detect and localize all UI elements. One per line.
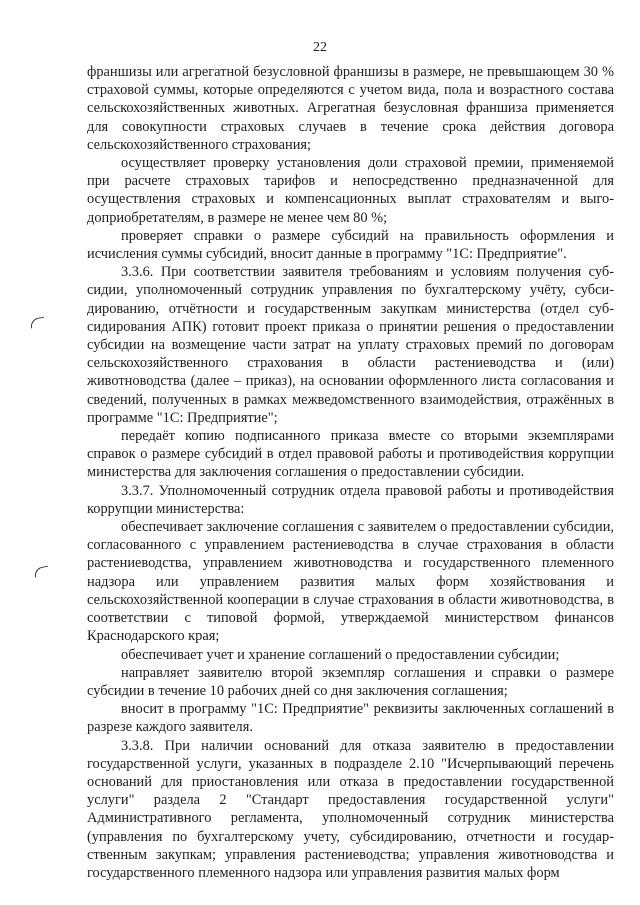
paragraph: направляет заявителю второй экземпляр соглашения и справки о размере субсидии в течение 10 рабочих дней со дня заключения соглашения; bbox=[87, 664, 614, 699]
paragraph: обеспечивает учет и хранение соглашений о предоставлении субсидии; bbox=[121, 646, 560, 663]
paragraph: осуществляет проверку установления доли страховой премии, применяемой при расчете страховых тарифов и непосредственно предназначенной для осуществления страховых и компенсационных выплат страхователям и выгодоприобретателям, в размере не менее чем 80 %; bbox=[87, 155, 614, 226]
page-number: 22 bbox=[313, 40, 327, 55]
paragraph: проверяет справки о размере субсидий на правильность оформления и исчисления суммы субсидий, вносит данные в программу "1С: Предприятие". bbox=[87, 227, 614, 263]
document-body bbox=[87, 63, 614, 882]
paragraph: обеспечивает заключение соглашения с заявителем о предоставлении субсидии, согласованного с управлением растениеводства в случае страхования в области растениеводства, управлением животноводства и государственного племенного надзора или управлением развития малых форм хозяйствования и сельскохозяйственной кооперации в случае страхования в области животноводства, в соответствии с типовой формой, утверждаемой министерством финансов Краснодарского края; bbox=[87, 519, 614, 645]
paragraph: передаёт копию подписанного приказа вместе со вторыми экземплярами справок о размере субсидий в отдел правовой работы и противодействия коррупции министерства для заключения соглашения о предоставлении субсидии. bbox=[87, 428, 614, 481]
binding-hole-mark bbox=[33, 566, 50, 578]
paragraph: вносит в программу "1С: Предприятие" реквизиты заключенных соглашений в разрезе каждого заявителя. bbox=[87, 701, 614, 736]
binding-hole-mark bbox=[29, 317, 46, 329]
paragraph: 3.3.6. При соответствии заявителя требованиям и условиям получения субсидии, уполномоченный сотрудник управления по бухгалтерскому учёту, субсидированию, отчётности и государственным закупкам министерства (отдел субсидирования АПК) готовит проект приказа о принятии решения о предоставлении субсидии на возмещение части затрат на уплату страховых премий по договорам сельскохозяйственного страхования в области растениеводства и (или) животноводства (далее – приказ), на основании оформленного листа согласования и сведений, полученных в рамках межведомственного взаимодействия, отражённых в программе "1С: Предприятие"; bbox=[87, 264, 614, 426]
paragraph: 3.3.8. При наличии оснований для отказа заявителю в предоставлении государственной услуги, указанных в подразделе 2.10 "Исчерпывающий перечень оснований для приостановления или отказа в предоставлении государственной услуги" раздела 2 "Стандарт предоставления государственной услуги" Административного регламента, уполномоченный сотрудник министерства (управления по бухгалтерскому учету, субсидированию, отчетности и государственным закупкам; управления растениеводства; управления животноводства и государственного племенного надзора или управления развития малых форм bbox=[87, 737, 614, 881]
paragraph: 3.3.7. Уполномоченный сотрудник отдела правовой работы и противодействия коррупции министерства: bbox=[87, 482, 614, 517]
paragraph: франшизы или агрегатной безусловной франшизы в размере, не превышающем 30 % страховой суммы, которые определяются с учетом вида, пола и возрастного состава сельскохозяйственных животных. Агрегатная безусловная франшиза применяется для совокупности страховых случаев в течение срока действия договора сельскохозяйственного страхования; bbox=[87, 64, 614, 153]
